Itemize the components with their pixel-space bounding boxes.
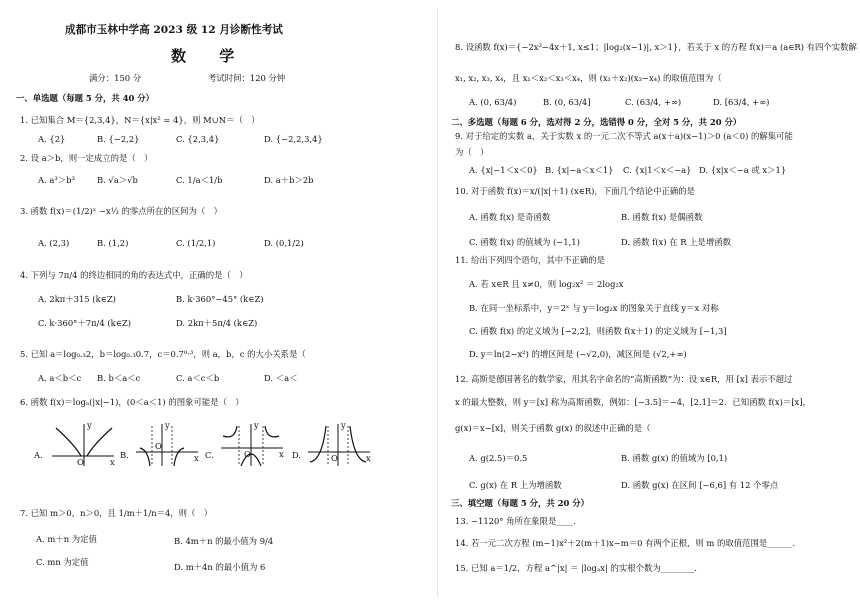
q2-option-a: A. a³＞b³ bbox=[38, 175, 75, 185]
q8-stem-continued: x₁, x₂, x₃, x₄，且 x₁＜x₂＜x₃＜x₄，则 (x₁＋x₂)(x₃−x₄) 的取值范围为（ bbox=[455, 73, 722, 83]
q5-option-d: D. ＜a＜ bbox=[264, 373, 298, 383]
q9-stem-continued: 为（ ） bbox=[455, 147, 489, 157]
q1-option-a: A. {2} bbox=[38, 134, 66, 144]
q6-option-d: D. bbox=[292, 450, 302, 460]
q6-graph-a bbox=[50, 422, 118, 468]
q6-graph-a-xlabel: x bbox=[110, 457, 115, 467]
q10-option-a: A. 函数 f(x) 是奇函数 bbox=[469, 212, 551, 222]
q4-option-a: A. 2kπ＋315 (k∈Z) bbox=[38, 294, 116, 304]
q10-stem: 10. 对于函数 f(x)＝x/(|x|＋1) (x∈R)，下面几个结论中正确的是 bbox=[455, 186, 695, 196]
q2-stem: 2. 设 a＞b，则一定成立的是（ ） bbox=[20, 153, 153, 163]
q3-stem: 3. 函数 f(x)＝(1/2)ˣ −x⅓ 的零点所在的区间为（ ） bbox=[20, 206, 223, 216]
q12-stem-line3: g(x)＝x−[x]，则关于函数 g(x) 的叙述中正确的是（ bbox=[455, 423, 651, 433]
q6-graph-b bbox=[134, 422, 202, 468]
q4-option-d: D. 2kπ＋5π/4 (k∈Z) bbox=[176, 318, 258, 328]
subject-title: 数 学 bbox=[171, 47, 249, 65]
q1-option-d: D. {−2,2,3,4} bbox=[264, 134, 323, 144]
q9-stem: 9. 对于给定的实数 a，关于实数 x 的一元二次不等式 a(x＋a)(x−1)＞0 (a＜0) 的解集可能 bbox=[455, 131, 793, 141]
q15-stem: 15. 已知 a＝1/2，方程 a^|x| ＝ |logₐx| 的实根个数为________． bbox=[455, 563, 703, 573]
full-score: 满分：150 分 bbox=[89, 73, 142, 83]
q11-stem: 11. 给出下列四个语句，其中不正确的是 bbox=[455, 255, 605, 265]
q6-graph-d-ylabel: y bbox=[341, 420, 346, 430]
q5-option-a: A. a＜b＜c bbox=[38, 373, 82, 383]
q5-stem: 5. 已知 a＝log₀.₃2，b＝log₀.₃0.7，c＝0.7⁰·³，则 a，b，c 的大小关系是（ bbox=[20, 349, 306, 359]
q7-option-a: A. m＋n 为定值 bbox=[36, 534, 97, 544]
q6-graph-a-ylabel: y bbox=[87, 420, 92, 430]
q7-option-b: B. 4m＋n 的最小值为 9/4 bbox=[174, 536, 274, 546]
q8-option-b: B. (0, 63/4] bbox=[543, 97, 591, 107]
q6-option-c: C. bbox=[205, 450, 214, 460]
q6-graph-d-origin: O bbox=[331, 453, 338, 463]
exam-title: 成都市玉林中学高 2023 级 12 月诊断性考试 bbox=[65, 24, 283, 36]
q4-option-b: B. k·360°−45° (k∈Z) bbox=[176, 294, 264, 304]
q12-option-d: D. 函数 g(x) 在区间 [−6,6] 有 12 个零点 bbox=[621, 480, 779, 490]
q6-graph-a-origin: O bbox=[77, 457, 84, 467]
q6-graph-c bbox=[219, 422, 287, 468]
q11-option-d: D. y＝ln(2−x²) 的增区间是 (−√2,0)，减区间是 (√2,+∞) bbox=[469, 349, 687, 359]
q14-stem: 14. 若一元二次方程 (m−1)x²＋2(m＋1)x−m＝0 有两个正根，则 m 的取值范围是______． bbox=[455, 538, 801, 548]
q1-stem: 1. 已知集合 M＝{2,3,4}，N＝{x|x² = 4}，则 M∪N＝（ ） bbox=[20, 115, 260, 125]
q6-option-b: B. bbox=[120, 450, 129, 460]
q4-option-c: C. k·360°＋7π/4 (k∈Z) bbox=[38, 318, 131, 328]
q12-option-c: C. g(x) 在 R 上为增函数 bbox=[469, 480, 562, 490]
q10-option-c: C. 函数 f(x) 的值域为 (−1,1) bbox=[469, 237, 580, 247]
q10-option-d: D. 函数 f(x) 在 R 上是增函数 bbox=[621, 237, 732, 247]
q1-option-b: B. {−2,2} bbox=[97, 134, 140, 144]
q6-stem: 6. 函数 f(x)＝logₐ(|x|−1)，(0＜a＜1) 的图象可能是（ ） bbox=[20, 397, 244, 407]
section-single-choice: 一、单选题（每题 5 分，共 40 分） bbox=[16, 93, 155, 103]
q11-option-c: C. 函数 f(x) 的定义域为 [−2,2]，则函数 f(x＋1) 的定义域为 [−1,3] bbox=[469, 326, 727, 336]
q3-option-a: A. (2,3) bbox=[38, 238, 70, 248]
q12-stem-line2: x 的最大整数，则 y＝[x] 称为高斯函数，例如：[−3.5]＝−4，[2.1]＝2．已知函数 f(x)＝[x]， bbox=[455, 397, 811, 407]
q8-option-a: A. (0, 63/4) bbox=[469, 97, 517, 107]
q7-option-d: D. m＋4n 的最小值为 6 bbox=[174, 562, 266, 572]
q6-option-a: A. bbox=[34, 450, 43, 460]
q6-graph-c-ylabel: y bbox=[254, 420, 259, 430]
q8-option-d: D. [63/4, +∞) bbox=[713, 97, 770, 107]
q12-option-b: B. 函数 g(x) 的值域为 [0,1) bbox=[621, 453, 728, 463]
q8-option-c: C. (63/4, +∞) bbox=[625, 97, 682, 107]
q12-option-a: A. g(2.5)＝0.5 bbox=[469, 453, 528, 463]
q5-option-c: C. a＜c＜b bbox=[176, 373, 220, 383]
q2-option-d: D. a＋b＞2b bbox=[264, 175, 314, 185]
section-multi-choice: 二、多选题（每题 6 分，选对得 2 分，选错得 0 分，全对 5 分，共 20 分） bbox=[451, 117, 742, 127]
q6-graph-c-xlabel: x bbox=[279, 449, 284, 459]
q9-option-c: C. {x|1＜x＜−a} bbox=[623, 165, 692, 175]
q6-graph-b-ylabel: y bbox=[165, 420, 170, 430]
q10-option-b: B. 函数 f(x) 是偶函数 bbox=[621, 212, 703, 222]
q3-option-b: B. (1,2) bbox=[97, 238, 129, 248]
q7-stem: 7. 已知 m＞0，n＞0，且 1/m＋1/n＝4，则（ ） bbox=[20, 508, 213, 518]
q3-option-d: D. (0,1/2) bbox=[264, 238, 304, 248]
q9-option-b: B. {x|−a＜x＜1} bbox=[545, 165, 614, 175]
q11-option-a: A. 若 x∈R 且 x≠0，则 log₂x² ＝ 2log₂x bbox=[469, 279, 624, 289]
column-divider bbox=[437, 8, 438, 598]
q1-option-c: C. {2,3,4} bbox=[176, 134, 220, 144]
q6-graph-d-xlabel: x bbox=[366, 453, 371, 463]
q6-graph-c-origin: O bbox=[244, 449, 251, 459]
q6-graph-b-origin: O bbox=[155, 441, 162, 451]
q9-option-d: D. {x|x＜−a 或 x＞1} bbox=[699, 165, 787, 175]
exam-time: 考试时间：120 分钟 bbox=[208, 73, 286, 83]
q5-option-b: B. b＜a＜c bbox=[97, 373, 141, 383]
q4-stem: 4. 下列与 7π/4 的终边相同的角的表达式中，正确的是（ ） bbox=[20, 270, 248, 280]
q9-option-a: A. {x|−1＜x＜0} bbox=[469, 165, 538, 175]
q6-graph-d bbox=[306, 422, 374, 468]
q13-stem: 13. −1120° 角所在象限是____． bbox=[455, 516, 582, 526]
q3-option-c: C. (1/2,1) bbox=[176, 238, 216, 248]
q2-option-c: C. 1/a＜1/b bbox=[176, 175, 223, 185]
q2-option-b: B. √a＞√b bbox=[97, 175, 138, 185]
q8-stem: 8. 设函数 f(x)＝{−2x²−4x＋1, x≤1；|log₂(x−1)|, x＞1}，若关于 x 的方程 f(x)＝a (a∈R) 有四个实数解 bbox=[455, 42, 857, 52]
q7-option-c: C. mn 为定值 bbox=[36, 557, 89, 567]
q12-stem: 12. 高斯是德国著名的数学家，用其名字命名的“高斯函数”为：设 x∈R，用 [x] 表示不超过 bbox=[455, 374, 793, 384]
q11-option-b: B. 在同一坐标系中，y＝2ˣ 与 y＝log₂x 的图象关于直线 y＝x 对称 bbox=[469, 303, 719, 313]
q6-graph-b-xlabel: x bbox=[194, 453, 199, 463]
section-fill-in: 三、填空题（每题 5 分，共 20 分） bbox=[451, 498, 590, 508]
